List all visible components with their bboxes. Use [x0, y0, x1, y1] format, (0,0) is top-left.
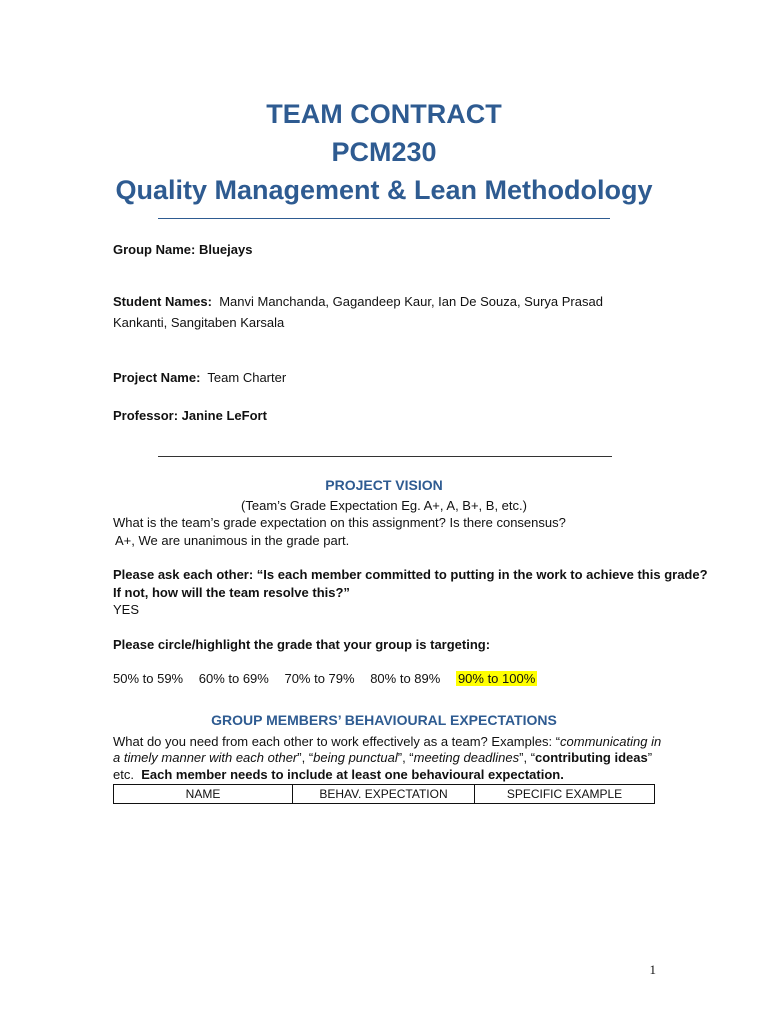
behaviour-intro-text: What do you need from each other to work effectively as a team? Examples: “: [113, 734, 561, 749]
project-name-value: Team Charter: [207, 370, 287, 385]
project-vision-subheading: (Team’s Grade Expectation Eg. A+, A, B+, B, etc.): [241, 498, 527, 513]
student-names-label: Student Names:: [113, 294, 212, 309]
example-communicating: communicating in: [560, 734, 662, 749]
grade-option: 70% to 79%: [284, 671, 355, 686]
student-names-continued: Kankanti, Sangitaben Karsala: [113, 315, 285, 330]
grade-option-selected: 90% to 100%: [457, 671, 536, 686]
grade-option: 60% to 69%: [198, 671, 269, 686]
group-name-line: [113, 241, 252, 259]
behavioural-expectations-heading: GROUP MEMBERS’ BEHAVIOURAL EXPECTATIONS: [211, 712, 557, 728]
col-name-header: NAME: [114, 785, 293, 804]
grade-option: 50% to 59%: [113, 671, 184, 686]
group-name-label: Group Name:: [113, 242, 196, 257]
col-specific-example-header: SPECIFIC EXAMPLE: [475, 785, 655, 804]
commitment-answer: YES: [113, 602, 140, 617]
student-names-line: [113, 293, 603, 311]
commitment-question-line1: Please ask each other: “Is each member committed to putting in the work to achieve this grade?: [113, 567, 708, 582]
etc-text: etc.: [113, 767, 134, 782]
course-code: PCM230: [331, 137, 437, 167]
page-number: 1: [649, 962, 656, 977]
project-vision-heading: PROJECT VISION: [325, 477, 443, 493]
grade-target-prompt: Please circle/highlight the grade that your group is targeting:: [113, 637, 491, 652]
project-name-label: Project Name:: [113, 370, 201, 385]
col-behav-expectation-header: BEHAV. EXPECTATION: [293, 785, 475, 804]
grade-option: 80% to 89%: [370, 671, 441, 686]
separator: ”, “: [297, 750, 314, 765]
section-divider: [158, 456, 612, 457]
behaviour-requirement: Each member needs to include at least one behavioural expectation.: [141, 767, 564, 782]
grade-expectation-answer: A+, We are unanimous in the grade part.: [115, 533, 350, 548]
grade-expectation-question: What is the team’s grade expectation on this assignment? Is there consensus?: [113, 515, 566, 530]
group-name-value: Bluejays: [198, 242, 253, 257]
grade-options: [113, 670, 537, 688]
behaviour-intro-line3: [113, 766, 564, 784]
document-title: TEAM CONTRACT: [266, 99, 502, 129]
behaviour-intro-line2: [113, 749, 652, 767]
project-name-line: [113, 369, 286, 387]
example-timely-manner: a timely manner with each other: [113, 750, 298, 765]
separator: ”: [647, 750, 653, 765]
commitment-question-line2: If not, how will the team resolve this?”: [113, 585, 350, 600]
professor-label: Professor:: [113, 408, 179, 423]
professor-line: [113, 407, 267, 425]
behaviour-table: [113, 784, 655, 804]
table-header-row: [114, 785, 655, 804]
separator: ”, “: [519, 750, 536, 765]
example-deadlines: meeting deadlines: [413, 750, 520, 765]
separator: ”, “: [397, 750, 414, 765]
title-divider: [158, 218, 610, 219]
example-punctual: being punctual: [313, 750, 398, 765]
professor-value: Janine LeFort: [181, 408, 267, 423]
course-title: Quality Management & Lean Methodology: [115, 175, 653, 205]
example-contributing-ideas: contributing ideas: [535, 750, 648, 765]
student-names-value: Manvi Manchanda, Gagandeep Kaur, Ian De Souza, Surya Prasad: [219, 294, 603, 309]
